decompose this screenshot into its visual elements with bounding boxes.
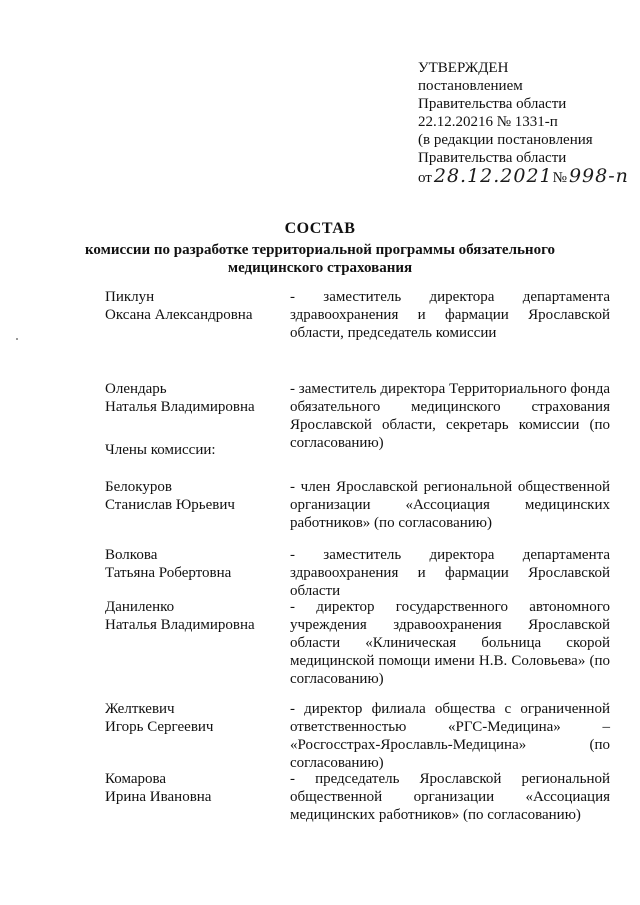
member-position: - директор филиала общества с ограниченной ответственностью «РГС-Медицина» – «Росгосстрах-Ярославль-Медицина» (по согласованию) xyxy=(290,701,610,771)
member-surname: Белокуров xyxy=(105,479,172,495)
member-surname: Волкова xyxy=(105,547,158,563)
approval-line: Правительства области xyxy=(418,150,567,166)
approval-date-line xyxy=(418,167,628,187)
member-surname: Комарова xyxy=(105,771,167,787)
member-name xyxy=(105,546,290,600)
member-name xyxy=(105,288,290,342)
member-given-name: Игорь Сергеевич xyxy=(105,719,214,735)
member-surname: Олендарь xyxy=(105,381,167,397)
approval-line: Правительства области xyxy=(418,96,567,112)
member-position: - директор государственного автономного учреждения здравоохранения Ярославской области «Клиническая больница скорой медицинской помощи имени Н.В. Соловьева» (по согласованию) xyxy=(290,599,610,687)
member-given-name: Станислав Юрьевич xyxy=(105,497,235,513)
member-position: - заместитель директора Территориального фонда обязательного медицинского страхования Ярославской области, секретарь комиссии (по согласованию) xyxy=(290,381,610,451)
member-name xyxy=(105,598,290,688)
members-section-label: Члены комиссии: xyxy=(105,442,216,458)
approval-line: УТВЕРЖДЕН xyxy=(418,60,509,76)
handwritten-date: 28.12.2021 xyxy=(433,165,553,187)
approval-line: 22.12.20216 № 1331-п xyxy=(418,114,558,130)
title-subtitle: комиссии по разработке территориальной программы обязательного медицинского страхования xyxy=(84,242,556,276)
member-surname: Даниленко xyxy=(105,599,175,615)
member-row xyxy=(105,700,610,772)
member-row xyxy=(105,770,610,824)
handwritten-number: 998-п xyxy=(568,165,629,187)
member-surname: Желткевич xyxy=(105,701,175,717)
member-given-name: Оксана Александровна xyxy=(105,307,253,323)
member-surname: Пиклун xyxy=(105,289,155,305)
approval-block xyxy=(418,59,628,187)
approval-line: (в редакции постановления xyxy=(418,132,593,148)
member-row xyxy=(105,546,610,600)
approval-date-prefix: от xyxy=(418,170,432,186)
member-position: - член Ярославской региональной общественной организации «Ассоциация медицинских работников» (по согласованию) xyxy=(290,479,610,531)
member-name xyxy=(105,770,290,824)
member-given-name: Ирина Ивановна xyxy=(105,789,212,805)
title-main: СОСТАВ xyxy=(284,220,356,237)
member-position: - заместитель директора департамента здравоохранения и фармации Ярославской области, председатель комиссии xyxy=(290,289,610,341)
margin-mark xyxy=(16,338,18,340)
member-given-name: Наталья Владимировна xyxy=(105,399,255,415)
member-row xyxy=(105,598,610,688)
member-name xyxy=(105,700,290,772)
approval-line: постановлением xyxy=(418,78,523,94)
member-row xyxy=(105,478,610,532)
document-title xyxy=(0,219,640,277)
member-position: - председатель Ярославской региональной общественной организации «Ассоциация медицинских работников» (по согласованию) xyxy=(290,771,610,823)
member-name xyxy=(105,478,290,532)
member-given-name: Наталья Владимировна xyxy=(105,617,255,633)
member-given-name: Татьяна Робертовна xyxy=(105,565,232,581)
approval-number-sign: № xyxy=(552,170,567,186)
member-position: - заместитель директора департамента здравоохранения и фармации Ярославской области xyxy=(290,547,610,599)
member-row xyxy=(105,288,610,342)
